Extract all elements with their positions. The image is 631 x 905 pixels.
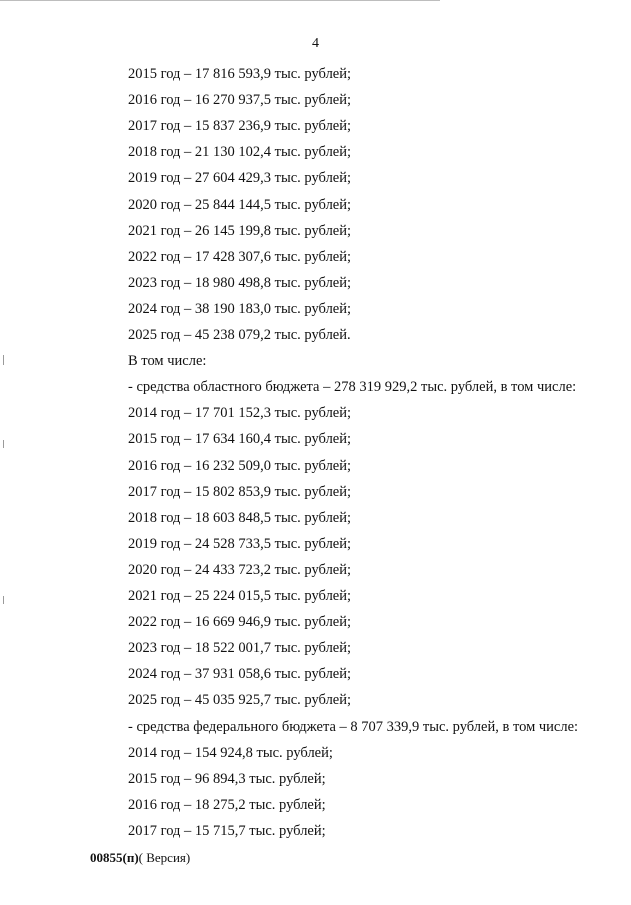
text-line: 2024 год – 37 931 058,6 тыс. рублей; [128,666,352,683]
text-line: - средства федерального бюджета – 8 707 339,9 тыс. рублей, в том числе: [128,718,579,735]
text-line: 2020 год – 25 844 144,5 тыс. рублей; [128,196,352,213]
scan-mark [3,355,4,365]
text-line: 2017 год – 15 802 853,9 тыс. рублей; [128,483,352,500]
text-line: 2016 год – 16 232 509,0 тыс. рублей; [128,457,352,474]
text-line: 2017 год – 15 715,7 тыс. рублей; [128,822,326,839]
text-line: 2016 год – 16 270 937,5 тыс. рублей; [128,92,352,109]
text-line: 2014 год – 17 701 152,3 тыс. рублей; [128,405,352,422]
text-line: 2014 год – 154 924,8 тыс. рублей; [128,744,333,761]
text-line: В том числе: [128,353,207,370]
text-line: 2021 год – 25 224 015,5 тыс. рублей; [128,588,352,604]
text-line: 2023 год – 18 522 001,7 тыс. рублей; [128,640,352,657]
text-line: - средства областного бюджета – 278 319 929,2 тыс. рублей, в том числе: [128,379,577,396]
document-footer [90,850,190,866]
text-line: 2019 год – 27 604 429,3 тыс. рублей; [128,170,352,187]
text-line: 2022 год – 17 428 307,6 тыс. рублей; [128,248,352,265]
text-line: 2019 год – 24 528 733,5 тыс. рублей; [128,535,352,552]
text-line: 2025 год – 45 035 925,7 тыс. рублей; [128,692,352,709]
text-line: 2024 год – 38 190 183,0 тыс. рублей; [128,300,352,317]
text-line: 2022 год – 16 669 946,9 тыс. рублей; [128,614,352,631]
text-line: 2020 год – 24 433 723,2 тыс. рублей; [128,561,352,578]
document-code: 00855(п) [90,850,139,865]
text-line: 2023 год – 18 980 498,8 тыс. рублей; [128,274,352,291]
page-number: 4 [312,36,319,51]
text-line: 2015 год – 17 634 160,4 тыс. рублей; [128,431,352,448]
text-line: 2015 год – 96 894,3 тыс. рублей; [128,770,326,787]
text-line: 2017 год – 15 837 236,9 тыс. рублей; [128,118,352,135]
scan-top-edge [0,0,440,1]
scan-mark [3,440,4,448]
text-line: 2018 год – 18 603 848,5 тыс. рублей; [128,509,352,526]
version-label: ( Версия) [138,850,191,865]
scan-mark [3,596,4,604]
text-line: 2016 год – 18 275,2 тыс. рублей; [128,796,326,813]
text-line: 2025 год – 45 238 079,2 тыс. рублей. [128,327,351,343]
text-line: 2021 год – 26 145 199,8 тыс. рублей; [128,222,352,239]
text-line: 2018 год – 21 130 102,4 тыс. рублей; [128,144,352,161]
text-line: 2015 год – 17 816 593,9 тыс. рублей; [128,66,352,82]
